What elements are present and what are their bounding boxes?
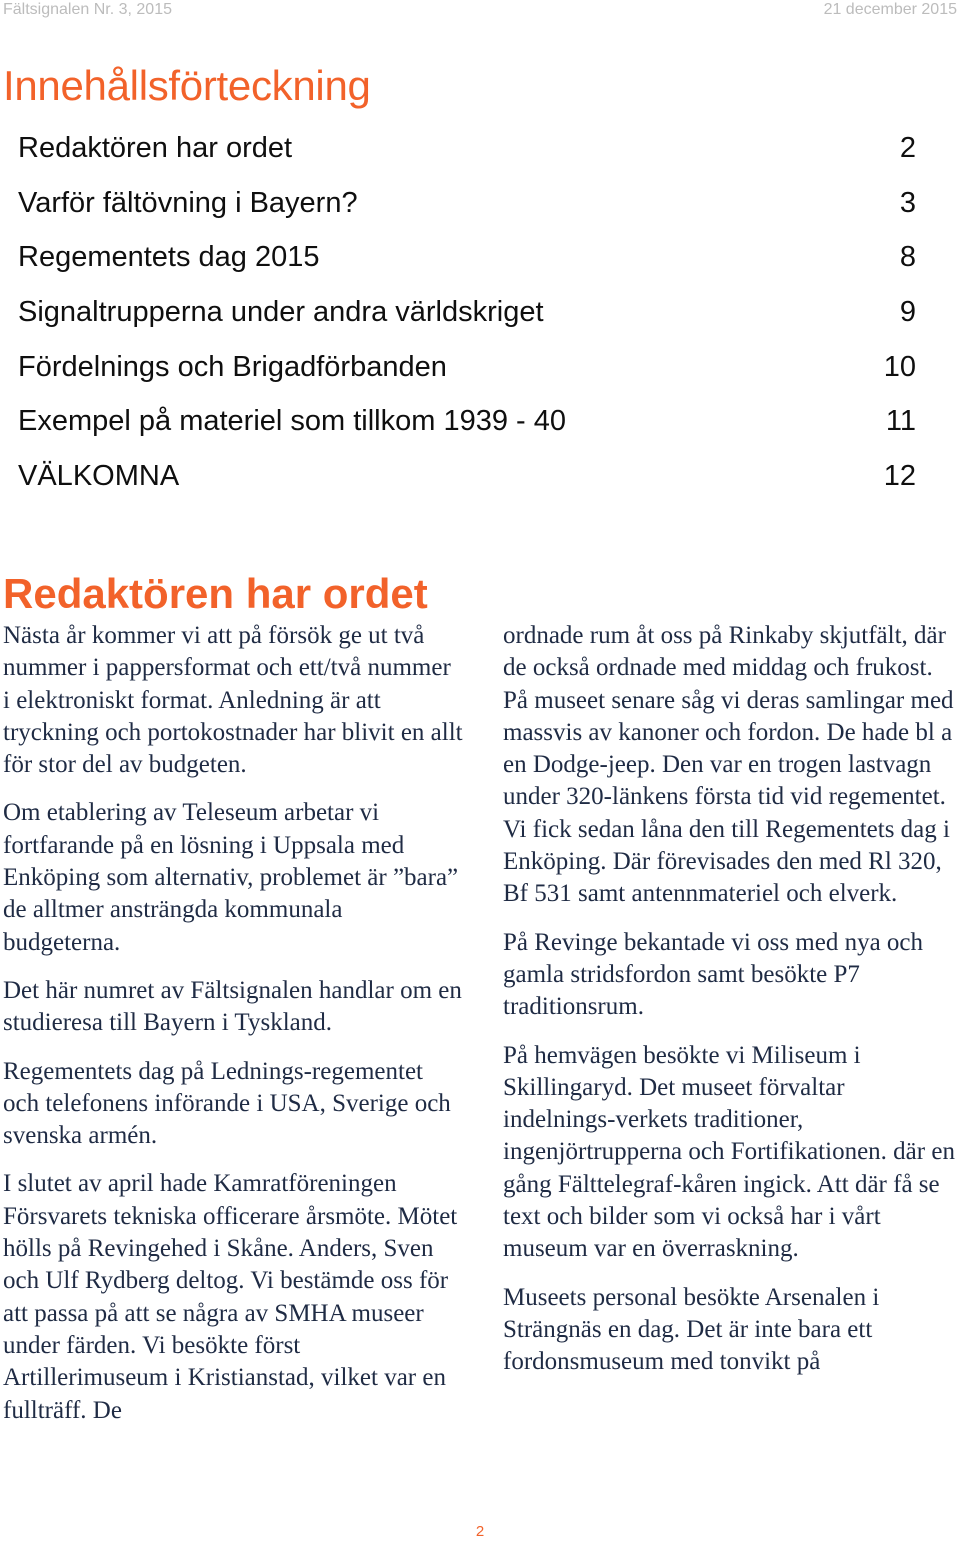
toc-item[interactable] <box>18 394 916 449</box>
toc-item-page: 9 <box>899 295 916 328</box>
article-paragraph: På hemvägen besökte vi Miliseum i Skillingaryd. Det museet förvaltar indelnings-verkets traditioner, ingenjörtrupperna och Fortifikationen. där en gång Fälttelegraf-kåren ingick. Att där få se text och bilder som vi också har i vårt museum var en överraskning. <box>503 1041 955 1263</box>
article-paragraph: Museets personal besökte Arsenalen i Strängnäs en dag. Det är inte bara ett fordonsmuseum med tonvikt på <box>503 1283 880 1376</box>
article-paragraph: Nästa år kommer vi att på försök ge ut två nummer i pappersformat och ett/två nummer i elektroniskt format. Anledning är att tryckning och portokostnader har blivit en allt för stor del av budgeten. <box>3 622 463 779</box>
page-number: 2 <box>475 1523 485 1540</box>
toc-item-label: Exempel på materiel som tillkom 1939 - 40 <box>18 405 567 438</box>
toc-item-page: 11 <box>885 405 916 438</box>
table-of-contents <box>18 121 916 504</box>
toc-item-page: 8 <box>899 241 916 274</box>
toc-title: Innehållsförteckning <box>3 62 371 109</box>
toc-item[interactable] <box>18 230 916 285</box>
toc-item[interactable] <box>18 121 916 176</box>
issue-date: 21 december 2015 <box>823 1 957 18</box>
article-paragraph: I slutet av april hade Kamratföreningen Försvarets tekniska officerare årsmöte. Mötet hölls på Revingehed i Skåne. Anders, Sven och Ulf Rydberg deltog. Vi bestämde oss för att passa på att se några av SMHA museer under färden. Vi besökte först Artillerimuseum i Kristianstad, vilket var en fullträff. De <box>3 1170 458 1424</box>
article-column-right <box>503 620 958 1395</box>
article-title: Redaktören har ordet <box>3 570 428 617</box>
article-paragraph: ordnade rum åt oss på Rinkaby skjutfält, där de också ordnade med middag och frukost. På museet senare såg vi deras samlingar med massvis av kanoner och fordon. De hade bl a en Dodge-jeep. Den var en trogen lastvagn under 320-länkens första tid vid regementet. Vi fick sedan låna den till Regementets dag i Enköping. Där förevisades den med Rl 320, Bf 531 samt antennmateriel och elverk. <box>503 622 954 908</box>
publication-name: Fältsignalen Nr. 3, 2015 <box>3 1 172 18</box>
toc-item-page: 10 <box>883 350 916 383</box>
toc-item-label: Varför fältövning i Bayern? <box>18 186 358 219</box>
toc-item-page: 2 <box>899 131 916 164</box>
article-paragraph: Det här numret av Fältsignalen handlar om en studieresa till Bayern i Tyskland. <box>3 976 462 1037</box>
toc-item-label: Regementets dag 2015 <box>18 241 320 274</box>
toc-item-label: Fördelnings och Brigadförbanden <box>18 350 447 383</box>
article-paragraph: Regementets dag på Lednings-regementet och telefonens införande i USA, Sverige och svenska armén. <box>3 1057 451 1150</box>
article-column-left <box>3 620 463 1443</box>
toc-item-page: 3 <box>899 186 916 219</box>
toc-item-label: Redaktören har ordet <box>18 131 293 164</box>
running-header <box>0 0 960 22</box>
toc-item[interactable] <box>18 449 916 504</box>
toc-item[interactable] <box>18 176 916 231</box>
toc-item[interactable] <box>18 340 916 395</box>
article-paragraph: På Revinge bekantade vi oss med nya och gamla stridsfordon samt besökte P7 traditionsrum. <box>503 928 924 1021</box>
toc-item[interactable] <box>18 285 916 340</box>
toc-item-label: VÄLKOMNA <box>18 459 180 492</box>
toc-item-page: 12 <box>883 459 916 492</box>
article-paragraph: Om etablering av Teleseum arbetar vi fortfarande på en lösning i Uppsala med Enköping som alternativ, problemet är ”bara” de alltmer ansträngda kommunala budgeterna. <box>3 799 459 956</box>
toc-item-label: Signaltrupperna under andra världskriget <box>18 295 544 328</box>
